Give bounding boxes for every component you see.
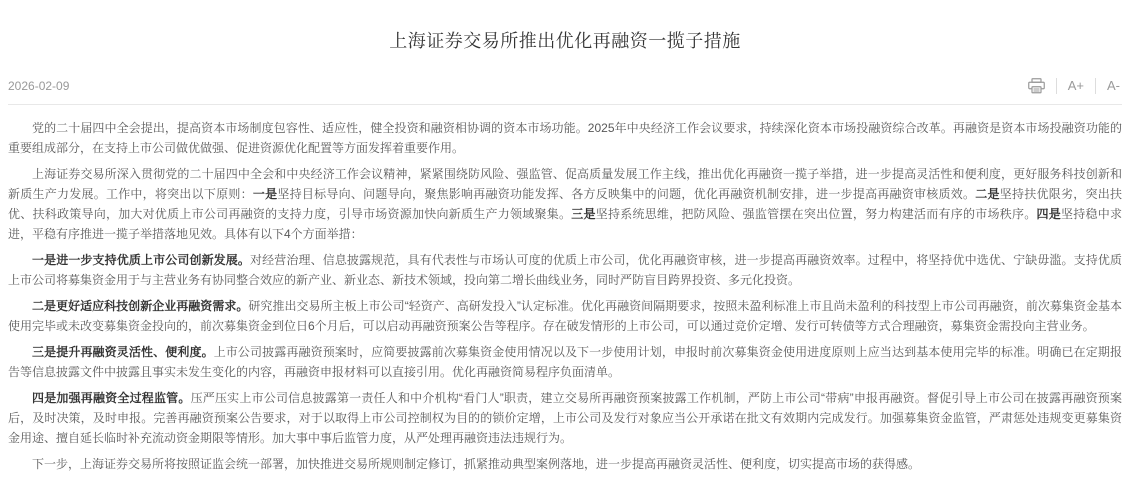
article-title: 上海证券交易所推出优化再融资一揽子措施 [389, 31, 741, 51]
paragraph-text: 对经营治理、信息披露规范，具有代表性与市场认可度的优质上市公司，优化再融资审核，进一步提高再融资效率。过程中，将坚持优中选优、宁缺毋滥。支持优质上市公司将募集资金用于与主营业务有协同整合效应的新产业、新业态、新技术领域，投向第二增长曲线业务，同时严防盲目跨界投资、多元化投资。 [8, 253, 1122, 287]
paragraph-text: 上市公司披露再融资预案时，应简要披露前次募集资金使用情况以及下一步使用计划，申报时前次募集资金使用进度原则上应当达到基本使用完毕的标准。明确已在定期报告等信息披露文件中披露且事实未发生变化的内容，再融资申报材料可以直接引用。优化再融资简易程序负面清单。 [8, 345, 1122, 379]
font-decrease-button[interactable]: A- [1095, 78, 1122, 94]
print-button[interactable] [1017, 78, 1056, 94]
printer-icon [1028, 78, 1045, 94]
paragraph-lead-bold: 三是提升再融资灵活性、便利度。 [32, 345, 214, 359]
paragraph-6 [8, 388, 1122, 448]
paragraph-lead-bold: 四是加强再融资全过程监管。 [32, 391, 191, 405]
article-body [0, 105, 1130, 488]
paragraph-text: 上海证券交易所深入贯彻党的二十届四中全会和中央经济工作会议精神，紧紧围绕防风险、强监管、促高质量发展工作主线，推出优化再融资一揽子举措，进一步提高灵活性和便利度，更好服务科技创新和新质生产力发展。工作中，将突出以下原则： [8, 167, 1122, 201]
paragraph-3 [8, 250, 1122, 290]
paragraph-7 [8, 454, 1122, 474]
paragraph-2 [8, 164, 1122, 244]
paragraph-lead-bold: 二是更好适应科技创新企业再融资需求。 [32, 299, 249, 313]
paragraph-text: 坚持系统思维，把防风险、强监管摆在突出位置，努力构建活而有序的市场秩序。 [595, 207, 1037, 221]
paragraph-text: 下一步，上海证券交易所将按照证监会统一部署，加快推进交易所规则制定修订，抓紧推动典型案例落地，进一步提高再融资灵活性、便利度，切实提高市场的获得感。 [32, 457, 921, 471]
article-header [0, 0, 1130, 105]
paragraph-4 [8, 296, 1122, 336]
paragraph-lead-bold: 一是 [252, 187, 278, 201]
paragraph-text: 坚持稳中求进，平稳有序推进一揽子举措落地见效。具体有以下4个方面举措： [8, 207, 1122, 241]
paragraph-lead-bold: 四是 [1036, 207, 1061, 221]
paragraph-text: 坚持目标导向、问题导向，聚焦影响再融资功能发挥、各方反映集中的问题，优化再融资机制安排，进一步提高再融资审核质效。 [277, 187, 976, 201]
paragraph-text: 压严压实上市公司信息披露第一责任人和中介机构“看门人”职责，建立交易所再融资预案披露工作机制，严防上市公司“带病”申报再融资。督促引导上市公司在披露再融资预案后，及时决策，及时申报。完善再融资预案公告要求，对于以取得上市公司控制权为目的的锁价定增，上市公司及发行对象应当公开承诺在批文有效期内完成发行。加强募集资金监管，严肃惩处违规变更募集资金用途、擅自延长临时补充流动资金期限等情形。加大事中事后监管力度，从严处理再融资违法违规行为。 [8, 391, 1122, 445]
font-increase-button[interactable]: A+ [1056, 78, 1095, 94]
paragraph-lead-bold: 一是进一步支持优质上市公司创新发展。 [32, 253, 251, 267]
paragraph-lead-bold: 三是 [571, 207, 596, 221]
article-meta-row [8, 77, 1122, 105]
paragraph-lead-bold: 二是 [975, 187, 1000, 201]
publish-date: 2026-02-09 [8, 79, 70, 93]
paragraph-text: 坚持扶优限劣，突出扶优、扶科政策导向，加大对优质上市公司再融资的支持力度，引导市场资源加快向新质生产力领域聚集。 [8, 187, 1122, 221]
paragraph-5 [8, 342, 1122, 382]
paragraph-text: 党的二十届四中全会提出，提高资本市场制度包容性、适应性，健全投资和融资相协调的资本市场功能。2025年中央经济工作会议要求，持续深化资本市场投融资综合改革。再融资是资本市场投融资功能的重要组成部分，在支持上市公司做优做强、促进资源优化配置等方面发挥着重要作用。 [8, 121, 1122, 155]
paragraph-text: 研究推出交易所主板上市公司“轻资产、高研发投入”认定标准。优化再融资间隔期要求，按照未盈利标准上市且尚未盈利的科技型上市公司再融资，前次募集资金基本使用完毕或未改变募集资金投向的，前次募集资金到位日6个月后，可以启动再融资预案公告等程序。存在破发情形的上市公司，可以通过竞价定增、发行可转债等方式合理融资，募集资金需投向主营业务。 [8, 299, 1122, 333]
article-tools [1017, 78, 1122, 94]
paragraph-1 [8, 118, 1122, 158]
